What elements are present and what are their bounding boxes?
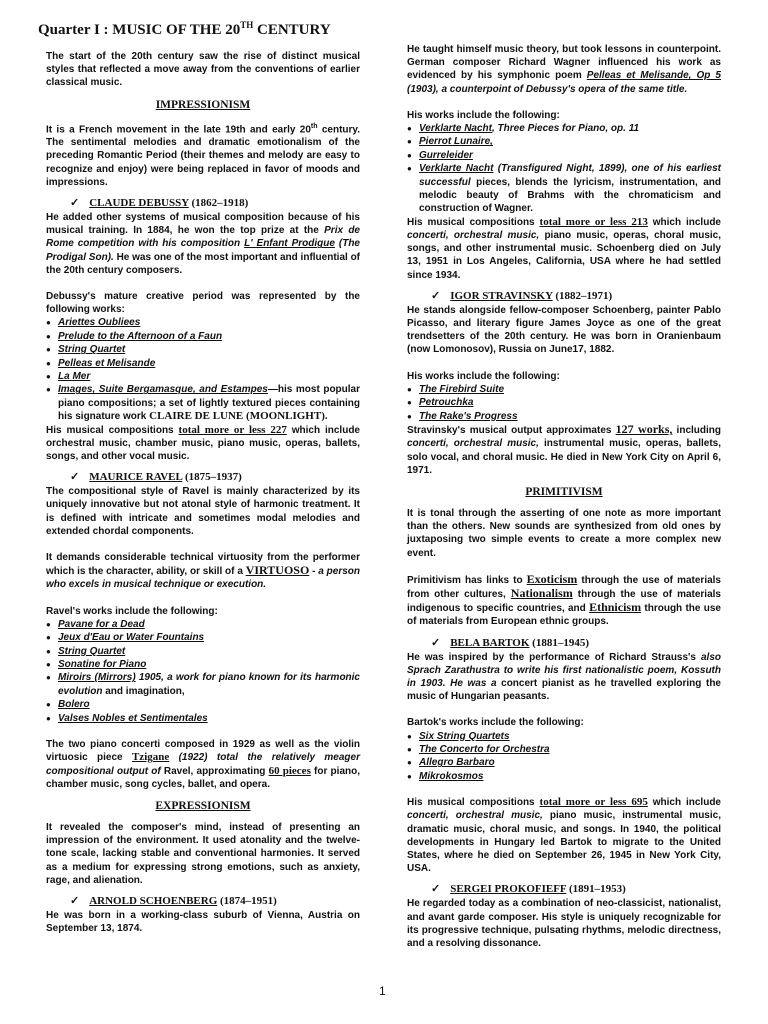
primitivism-description: It is tonal through the asserting of one note as more important than the others. New sounds are synthesized from old ones by juxtaposing two simple events to create a more complex new event. bbox=[407, 507, 721, 559]
list-item: ● Verklarte Nacht, Three Pieces for Piano, op. 11 bbox=[407, 122, 721, 135]
page-title: Quarter I : MUSIC OF THE 20TH CENTURY bbox=[38, 20, 331, 38]
composer-heading-bartok: ✓ BELA BARTOK (1881–1945) bbox=[431, 636, 589, 649]
list-item: ● Valses Nobles et Sentimentales bbox=[46, 712, 360, 725]
checkmark-icon: ✓ bbox=[70, 196, 80, 209]
section-heading-expressionism: EXPRESSIONISM bbox=[155, 799, 251, 812]
schoenberg-bio-continued: He taught himself music theory, but took lessons in counterpoint. German composer Richard Wagner influenced his work as evidenced by his symphonic poem Pelleas et Melisande, Op 5 (1903), a counterpoint of Debussy's opera of the same title. bbox=[407, 44, 721, 95]
bartok-works-list bbox=[407, 730, 721, 784]
debussy-bio: He added other systems of musical composition because of his musical training. In 1884, he won the top prize at the Prix de Rome competition with his composition L' Enfant Prodigue (The Prodigal Son). He was one of the most important and influential of the 20th century composers. bbox=[46, 211, 361, 276]
list-item: ● Sonatine for Piano bbox=[46, 658, 360, 671]
bartok-output: His musical compositions total more or less 695 which include concerti, orchestral music, piano music, instrumental music, dramatic music, choral music, and songs. In 1940, the political developments in Hungary led Bartok to migrate to the United States, where he died on September 26, 1945 in New York City, USA. bbox=[407, 796, 721, 875]
list-item: ● La Mer bbox=[46, 370, 360, 383]
page-number: 1 bbox=[379, 984, 386, 998]
stravinsky-bio: He stands alongside fellow-composer Schoenberg, painter Pablo Picasso, and literary figure James Joyce as one of the great trendsetters of the 20th century. He was born in Oranienbaum (now Lomonosov), Russia on June17, 1882. bbox=[407, 304, 721, 356]
primitivism-links: Primitivism has links to Exoticism through the use of materials from other cultures, Nationalism through the use of materials indigenous to specific countries, and Ethnicism through the use of materials from European ethnic groups. bbox=[407, 571, 721, 628]
list-item: ● Pierrot Lunaire, bbox=[407, 135, 721, 148]
ravel-style: The compositional style of Ravel is mainly characterized by its uniquely innovative but not atonal style of harmonic treatment. It is defined with intricate and sometimes modal melodies and extended chordal components. bbox=[46, 486, 360, 537]
ravel-works-list bbox=[46, 618, 360, 725]
left-column bbox=[46, 50, 360, 935]
schoenberg-bio: He was born in a working-class suburb of Vienna, Austria on September 13, 1874. bbox=[46, 909, 360, 935]
debussy-works-list bbox=[46, 316, 360, 423]
bartok-works-intro: Bartok's works include the following: bbox=[407, 717, 584, 729]
debussy-output: His musical compositions total more or less 227 which include orchestral music, chamber music, piano music, operas, ballets, songs, and other vocal music. bbox=[46, 423, 360, 463]
list-item: ● Bolero bbox=[46, 698, 360, 711]
list-item: ● Allegro Barbaro bbox=[407, 756, 721, 769]
list-item: ● String Quartet bbox=[46, 343, 360, 356]
list-item: ● The Concerto for Orchestra bbox=[407, 743, 721, 756]
stravinsky-works-list bbox=[407, 383, 721, 423]
stravinsky-works-intro: His works include the following: bbox=[407, 370, 560, 382]
impressionism-description: It is a French movement in the late 19th and early 20th century. The sentimental melodies and dramatic emotionalism of the preceding Romantic Period (their themes and melody are easy to recognize and enjoy) were being replaced in favor of moods and impressions. bbox=[46, 122, 361, 188]
checkmark-icon: ✓ bbox=[431, 883, 441, 896]
right-column bbox=[407, 43, 721, 950]
checkmark-icon: ✓ bbox=[431, 289, 441, 302]
list-item: ● Pelleas et Melisande bbox=[46, 357, 360, 370]
list-item: ● Six String Quartets bbox=[407, 730, 721, 743]
list-item: ● Images, Suite Bergamasque, and Estampes—his most popular piano compositions; a set of lightly textured pieces containing his signature work CLAIRE DE LUNE (MOONLIGHT). bbox=[46, 383, 360, 423]
list-item: ● Pavane for a Dead bbox=[46, 618, 360, 631]
ravel-virtuoso: It demands considerable technical virtuosity from the performer which is the character, ability, or skill of a VIRTUOSO - a person who excels in musical technique or execution. bbox=[46, 552, 361, 591]
prokofieff-bio: He regarded today as a combination of neo-classicist, nationalist, and avant garde composer. His style is uniquely recognizable for its progressive technique, pulsating rhythms, melodic directness, and a resolving dissonance. bbox=[407, 898, 721, 950]
composer-heading-prokofieff: ✓ SERGEI PROKOFIEFF (1891–1953) bbox=[431, 883, 626, 896]
section-heading-primitivism: PRIMITIVISM bbox=[525, 485, 603, 498]
schoenberg-works-list bbox=[407, 122, 721, 216]
ravel-output: The two piano concerti composed in 1929 as well as the violin virtuosic piece Tzigane (1922) total the relatively meager compositional output of Ravel, approximating 60 pieces for piano, chamber music, song cycles, ballet, and opera. bbox=[46, 739, 360, 790]
composer-heading-stravinsky: ✓ IGOR STRAVINSKY (1882–1971) bbox=[431, 289, 613, 302]
list-item: ● String Quartet bbox=[46, 645, 360, 658]
list-item: ● Ariettes Oubliees bbox=[46, 316, 360, 329]
stravinsky-output: Stravinsky's musical output approximates 127 works, including concerti, orchestral music, instrumental music, operas, ballets, solo vocal, and choral music. He died in New York City on April 6, 1971. bbox=[407, 422, 721, 476]
list-item: ● Verklarte Nacht (Transfigured Night, 1899), one of his earliest successful pieces, blends the lyricism, instrumentation, and melodic beauty of Brahms with the chromaticism and construction of Wagner. bbox=[407, 162, 721, 216]
schoenberg-output: His musical compositions total more or less 213 which include concerti, orchestral music, piano music, operas, choral music, songs, and other instrumental music. Schoenberg died on July 13, 1951 in Los Angeles, California, USA where he had settled since 1934. bbox=[407, 215, 721, 281]
list-item: ● The Firebird Suite bbox=[407, 383, 721, 396]
composer-heading-debussy: ✓ CLAUDE DEBUSSY (1862–1918) bbox=[70, 196, 249, 209]
checkmark-icon: ✓ bbox=[70, 894, 80, 907]
debussy-works-intro: Debussy's mature creative period was represented by the following works: bbox=[46, 290, 360, 316]
list-item: ● The Rake's Progress bbox=[407, 410, 721, 423]
bartok-bio: He was inspired by the performance of Richard Strauss's also Sprach Zarathustra to write his first nationalistic poem, Kossuth in 1903. He was a concert pianist as he travelled exploring the music of Hungarian peasants. bbox=[407, 651, 721, 703]
section-heading-impressionism: IMPRESSIONISM bbox=[155, 98, 251, 111]
list-item: ● Prelude to the Afternoon of a Faun bbox=[46, 330, 360, 343]
list-item: ● Miroirs (Mirrors) 1905, a work for piano known for its harmonic evolution and imagination, bbox=[46, 671, 360, 698]
checkmark-icon: ✓ bbox=[431, 636, 441, 649]
list-item: ● Mikrokosmos bbox=[407, 770, 721, 783]
list-item: ● Gurreleider bbox=[407, 149, 721, 162]
list-item: ● Petrouchka bbox=[407, 396, 721, 409]
ravel-works-intro: Ravel's works include the following: bbox=[46, 605, 218, 617]
schoenberg-works-intro: His works include the following: bbox=[407, 109, 560, 121]
composer-heading-ravel: ✓ MAURICE RAVEL (1875–1937) bbox=[70, 471, 242, 484]
list-item: ● Jeux d'Eau or Water Fountains bbox=[46, 631, 360, 644]
intro-paragraph: The start of the 20th century saw the rise of distinct musical styles that reflected a move away from the conventions of earlier classical music. bbox=[46, 51, 360, 89]
expressionism-description: It revealed the composer's mind, instead of presenting an impression of the environment. It used atonality and the twelve-tone scale, lacking stable and conventional harmonies. It served as a medium for expressing strong emotions, such as anxiety, rage, and alienation. bbox=[46, 821, 360, 886]
checkmark-icon: ✓ bbox=[70, 471, 80, 484]
composer-heading-schoenberg: ✓ ARNOLD SCHOENBERG (1874–1951) bbox=[70, 894, 277, 907]
